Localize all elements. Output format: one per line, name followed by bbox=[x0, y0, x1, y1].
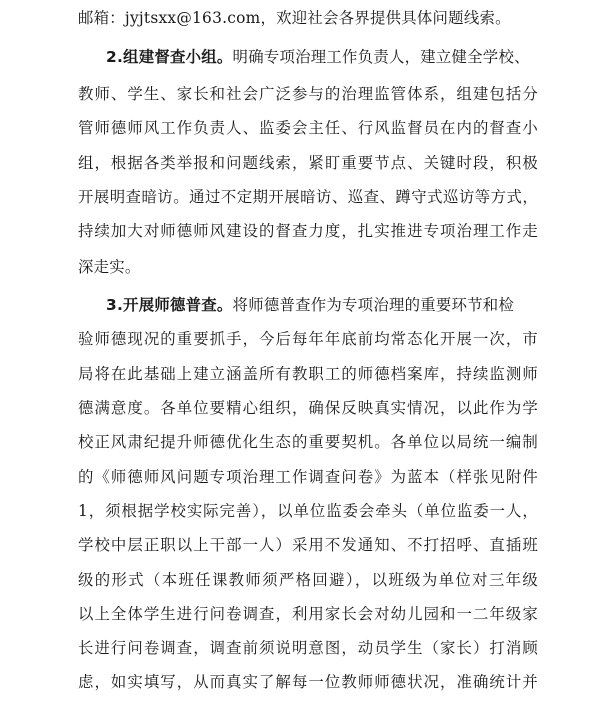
text-line: 开展明查暗访。通过不定期开展暗访、巡查、蹲守式巡访等方式， bbox=[78, 188, 538, 206]
text-line: 级的形式（本班任课教师须严格回避），以班级为单位对三年级 bbox=[78, 571, 538, 589]
section-2-first-line bbox=[106, 47, 538, 67]
text-line: 德满意度。各单位要精心组织，确保反映真实情况，以此作为学 bbox=[78, 399, 538, 417]
text-line: 以上全体学生进行问卷调查，利用家长会对幼儿园和一二年级家 bbox=[78, 605, 538, 623]
section-3-heading: 3.开展师德普查。 bbox=[106, 296, 233, 314]
text-line: 深走实。 bbox=[78, 258, 141, 276]
text-line: 1，须根据学校实际完善），以单位监委会牵头（单位监委一人， bbox=[78, 502, 538, 520]
section-2-heading: 2.组建督查小组。 bbox=[106, 48, 233, 66]
section-2-text: 明确专项治理工作负责人，建立健全学校、 bbox=[232, 48, 530, 66]
text-line: 学校中层正职以上干部一人）采用不发通知、不打招呼、直插班 bbox=[78, 536, 538, 554]
text-line: 验师德现况的重要抓手，今后每年年底前均常态化开展一次，市 bbox=[78, 330, 538, 348]
section-3-text: 将师德普查作为专项治理的重要环节和检 bbox=[232, 296, 515, 314]
text-line: 长进行问卷调查，调查前须说明意图，动员学生（家长）打消顾 bbox=[78, 639, 538, 657]
text-line: 局将在此基础上建立涵盖所有教职工的师德档案库，持续监测师 bbox=[78, 365, 538, 383]
text-line: 组，根据各类举报和问题线索，紧盯重要节点、关键时段，积极 bbox=[78, 154, 538, 172]
section-3-first-line bbox=[106, 295, 538, 315]
text-line: 虑，如实填写，从而真实了解每一位教师师德状况，准确统计并 bbox=[78, 673, 538, 691]
text-line: 持续加大对师德师风建设的督查力度，扎实推进专项治理工作走 bbox=[78, 222, 538, 240]
text-line: 教师、学生、家长和社会广泛参与的治理监管体系，组建包括分 bbox=[78, 85, 538, 103]
text-line: 邮箱：jyjtsxx@163.com，欢迎社会各界提供具体问题线索。 bbox=[78, 9, 511, 27]
text-line: 校正风肃纪提升师德优化生态的重要契机。各单位以局统一编制 bbox=[78, 433, 538, 451]
text-line: 管师德师风工作负责人、监委会主任、行风监督员在内的督查小 bbox=[78, 119, 538, 137]
text-line: 的《师德师风问题专项治理工作调查问卷》为蓝本（样张见附件 bbox=[78, 468, 538, 486]
